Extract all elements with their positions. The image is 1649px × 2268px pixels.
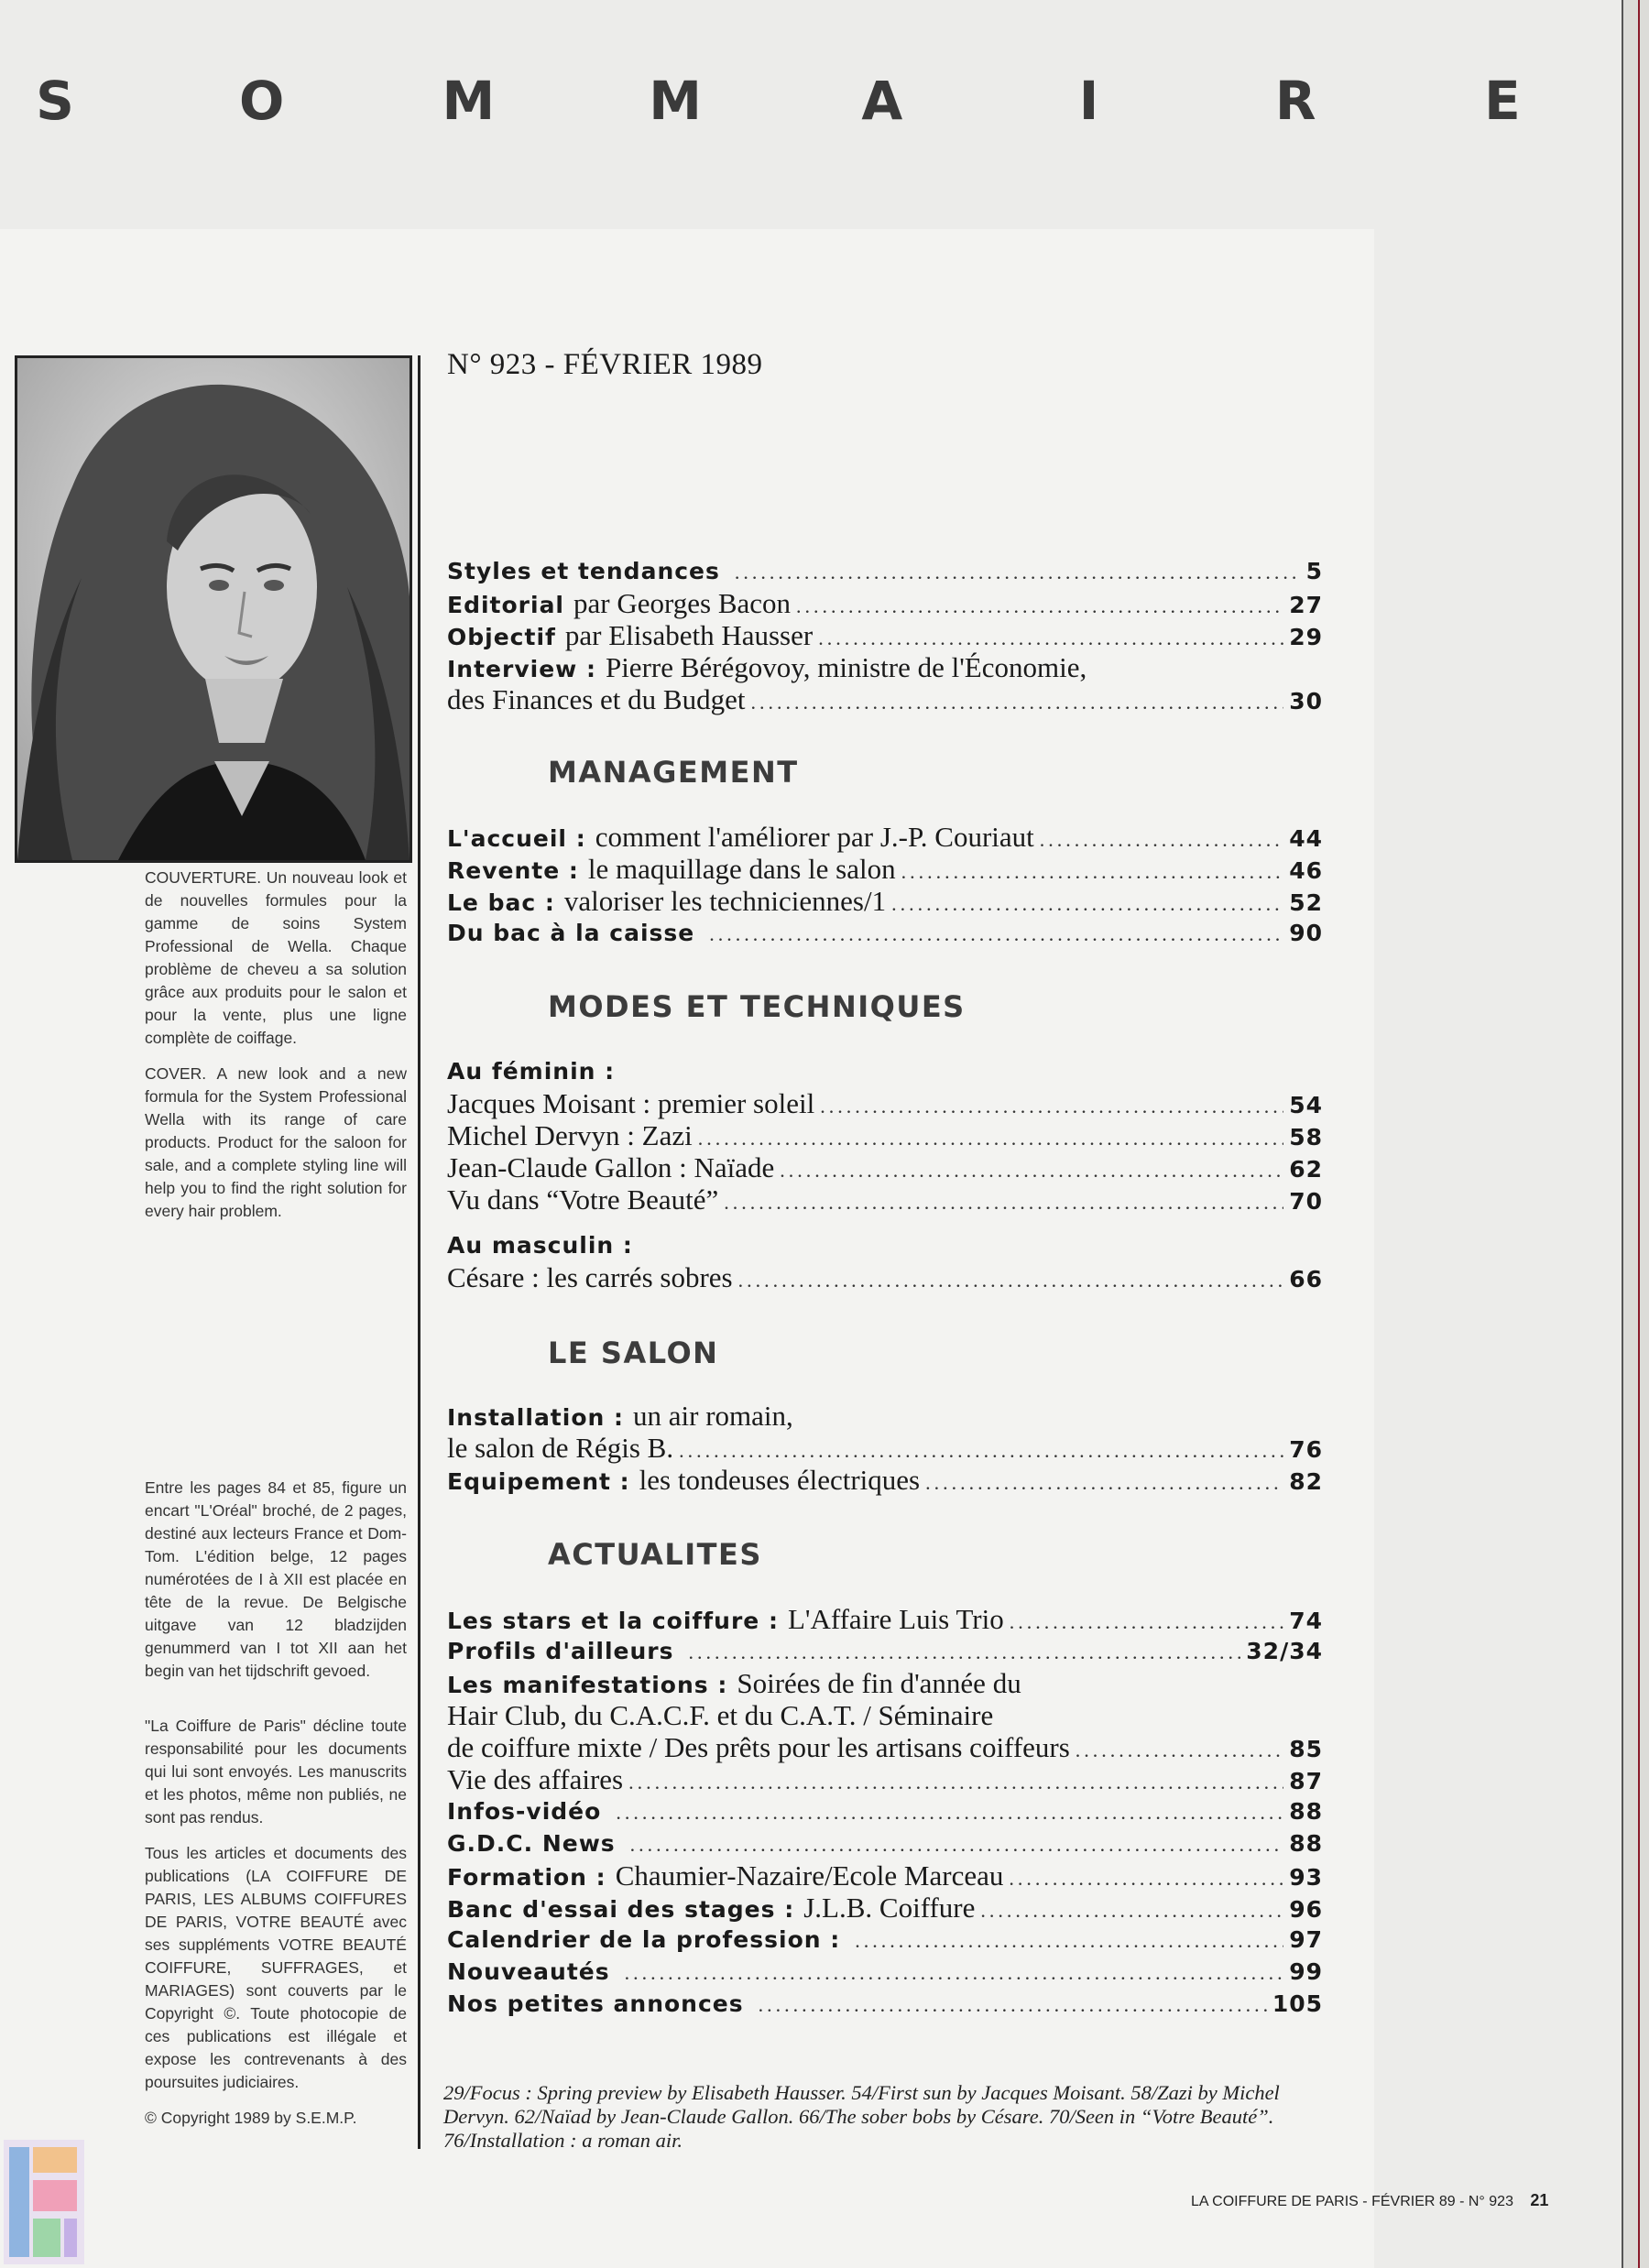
toc-leader-dots <box>709 918 1283 950</box>
toc-text: Jacques Moisant : premier soleil <box>447 1087 815 1119</box>
toc-text: L'Affaire Luis Trio <box>787 1603 1004 1635</box>
toc-leader-dots <box>625 1957 1284 1989</box>
toc-text: Soirées de fin d'année du <box>737 1667 1021 1699</box>
toc-page-number: 96 <box>1289 1896 1323 1923</box>
feminin-label: Au féminin : <box>447 1058 616 1085</box>
toc-entry <box>447 1635 1323 1667</box>
toc-feminin <box>447 1087 1323 1216</box>
toc-entry <box>447 1183 1323 1216</box>
toc-entry <box>447 1763 1323 1795</box>
toc-actualites <box>447 1603 1323 2020</box>
toc-page-number: 74 <box>1289 1608 1323 1634</box>
toc-keyword: Revente : <box>447 857 579 884</box>
header-letter: R <box>1274 70 1316 132</box>
toc-entry <box>447 1400 1323 1432</box>
toc-page-number: 5 <box>1305 558 1323 584</box>
toc-entry <box>447 1988 1323 2020</box>
toc-keyword: Installation : <box>447 1404 625 1431</box>
toc-entry <box>447 651 1323 683</box>
section-management: MANAGEMENT <box>548 755 799 790</box>
toc-entry <box>447 1892 1323 1924</box>
toc-page-number: 82 <box>1289 1468 1323 1495</box>
toc-leader-dots <box>759 1989 1267 2021</box>
toc-keyword: Calendrier de la profession : <box>447 1926 841 1953</box>
toc-top <box>447 555 1323 715</box>
page-edge-line <box>1638 0 1640 2268</box>
toc-page-number: 90 <box>1289 920 1323 946</box>
side-notes-2 <box>145 1715 407 2143</box>
toc-keyword: Du bac à la caisse <box>447 920 695 946</box>
toc-text: Jean-Claude Gallon : Naïade <box>447 1151 775 1183</box>
toc-text: Vie des affaires <box>447 1763 624 1795</box>
toc-keyword: Editorial <box>447 592 565 618</box>
toc-page-number: 99 <box>1289 1958 1323 1985</box>
toc-page-number: 54 <box>1289 1092 1323 1118</box>
portrait-illustration <box>17 358 410 860</box>
toc-entry <box>447 555 1323 587</box>
toc-entry <box>447 853 1323 885</box>
toc-keyword: Nos petites annonces <box>447 1990 744 2017</box>
toc-page-number: 52 <box>1289 889 1323 916</box>
focus-summary: 29/Focus : Spring preview by Elisabeth Hausser. 54/First sun by Jacques Moisant. 58/Zazi by Michel Dervyn. 62/Naïad by Jean-Claude Gallon. 66/The sober bobs by Césare. 70/Seen in “Votre Beauté”. 76/Installation : a roman air. <box>443 2081 1280 2152</box>
toc-entry <box>447 1261 1323 1293</box>
toc-leader-dots <box>796 590 1283 622</box>
toc-leader-dots <box>1040 823 1283 856</box>
masculin-label: Au masculin : <box>447 1232 633 1259</box>
toc-text: les tondeuses électriques <box>639 1464 921 1496</box>
toc-text: le salon de Régis B. <box>447 1432 674 1464</box>
toc-entry <box>447 1119 1323 1151</box>
toc-text: Michel Dervyn : Zazi <box>447 1119 693 1151</box>
toc-keyword: L'accueil : <box>447 825 586 852</box>
toc-leader-dots <box>820 1090 1283 1122</box>
toc-keyword: Banc d'essai des stages : <box>447 1896 795 1923</box>
copyright-note: Tous les articles et documents des publications (LA COIFFURE DE PARIS, LES ALBUMS COIFFURES DE PARIS, VOTRE BEAUTÉ avec ses suppléments VOTRE BEAUTÉ COIFFURE, SUFFRAGES, et MARIAGES) sont couverts par le Copyright ©. Toute photocopie de ces publications est illégale et expose les contrevenants à des poursuites judiciaires. <box>145 1844 407 2091</box>
copyright-line: © Copyright 1989 by S.E.M.P. <box>145 2109 357 2127</box>
header-letter: E <box>1484 70 1521 132</box>
toc-leader-dots <box>780 1154 1283 1186</box>
toc-leader-dots <box>735 556 1301 588</box>
toc-text: Hair Club, du C.A.C.F. et du C.A.T. / Séminaire <box>447 1699 994 1731</box>
toc-salon <box>447 1400 1323 1496</box>
toc-entry <box>447 1827 1323 1859</box>
toc-leader-dots <box>980 1894 1283 1926</box>
section-actualites: ACTUALITES <box>548 1537 762 1572</box>
page-number: 21 <box>1530 2191 1549 2209</box>
toc-entry <box>447 1432 1323 1464</box>
sommaire-header <box>18 64 1539 137</box>
toc-entry <box>447 619 1323 651</box>
toc-text: Césare : les carrés sobres <box>447 1261 733 1293</box>
toc-text: Vu dans “Votre Beauté” <box>447 1183 719 1216</box>
toc-keyword: Les manifestations : <box>447 1672 728 1698</box>
toc-management <box>447 821 1323 949</box>
toc-page-number: 29 <box>1289 624 1323 650</box>
toc-leader-dots <box>689 1636 1241 1668</box>
header-letter: M <box>442 70 496 132</box>
cover-caption-fr: COUVERTURE. Un nouveau look et de nouvelles formules pour la gamme de soins System Professional de Wella. Chaque problème de cheveu a sa solution grâce aux produits pour le salon et pour la vente, plus une ligne complète de coiffage. <box>145 868 407 1047</box>
toc-keyword: Equipement : <box>447 1468 630 1495</box>
toc-keyword: G.D.C. News <box>447 1830 616 1857</box>
toc-page-number: 93 <box>1289 1864 1323 1891</box>
column-divider <box>418 355 420 2149</box>
encart-note: Entre les pages 84 et 85, figure un encart "L'Oréal" broché, de 2 pages, destiné aux lecteurs France et Dom-Tom. L'édition belge, 12 pages numérotées de I à XII est placée en tête de la revue. De Belgische uitgave van 12 bladzijden genummerd van I tot XII aan het begin van het tijdschrift gevoed. <box>145 1478 407 1680</box>
toc-page-number: 30 <box>1289 688 1323 714</box>
toc-text: Pierre Bérégovoy, ministre de l'Économie, <box>605 651 1087 683</box>
scan-watermark-logo <box>0 2132 88 2268</box>
toc-entry <box>447 683 1323 715</box>
toc-leader-dots <box>750 686 1283 718</box>
toc-page-number: 88 <box>1289 1798 1323 1825</box>
toc-keyword: Profils d'ailleurs <box>447 1638 674 1664</box>
toc-page-number: 27 <box>1289 592 1323 618</box>
toc-text: le maquillage dans le salon <box>587 853 896 885</box>
toc-entry <box>447 1699 1323 1731</box>
footer-text: LA COIFFURE DE PARIS - FÉVRIER 89 - N° 923 <box>1191 2194 1513 2209</box>
toc-leader-dots <box>901 856 1284 888</box>
toc-page-number: 97 <box>1289 1926 1323 1953</box>
cover-photo <box>15 355 412 863</box>
toc-entry <box>447 1667 1323 1699</box>
toc-leader-dots <box>630 1828 1284 1860</box>
toc-text: de coiffure mixte / Des prêts pour les artisans coiffeurs <box>447 1731 1070 1763</box>
toc-leader-dots <box>698 1122 1283 1154</box>
toc-entry <box>447 1956 1323 1988</box>
toc-entry <box>447 1731 1323 1763</box>
header-letter: O <box>239 70 285 132</box>
header-letter: M <box>649 70 702 132</box>
section-modes: MODES ET TECHNIQUES <box>548 989 966 1024</box>
toc-page-number: 58 <box>1289 1124 1323 1150</box>
toc-text: J.L.B. Coiffure <box>803 1892 976 1924</box>
issue-number: N° 923 - FÉVRIER 1989 <box>447 348 763 381</box>
toc-entry <box>447 1151 1323 1183</box>
toc-page-number: 62 <box>1289 1156 1323 1183</box>
toc-page-number: 44 <box>1289 825 1323 852</box>
toc-page-number: 85 <box>1289 1736 1323 1762</box>
toc-text: des Finances et du Budget <box>447 683 746 715</box>
toc-entry <box>447 1924 1323 1956</box>
toc-page-number: 46 <box>1289 857 1323 884</box>
toc-entry <box>447 1464 1323 1496</box>
header-letter: S <box>36 70 74 132</box>
toc-page-number: 76 <box>1289 1436 1323 1463</box>
toc-keyword: Interview : <box>447 656 596 682</box>
section-salon: LE SALON <box>548 1336 719 1370</box>
toc-text: valoriser les techniciennes/1 <box>563 885 887 917</box>
toc-page-number: 70 <box>1289 1188 1323 1215</box>
toc-entry <box>447 917 1323 949</box>
toc-keyword: Formation : <box>447 1864 606 1891</box>
toc-page-number: 66 <box>1289 1266 1323 1292</box>
toc-entry <box>447 1603 1323 1635</box>
toc-keyword: Le bac : <box>447 889 555 916</box>
cover-caption <box>145 867 407 1236</box>
page-footer <box>1191 2191 1548 2210</box>
toc-leader-dots <box>738 1264 1284 1296</box>
toc-text: par Georges Bacon <box>573 587 792 619</box>
side-notes <box>145 1477 407 1696</box>
toc-leader-dots <box>818 622 1283 654</box>
toc-page-number: 87 <box>1289 1768 1323 1794</box>
toc-masculin <box>447 1261 1323 1293</box>
toc-keyword: Styles et tendances <box>447 558 720 584</box>
cover-caption-en: COVER. A new look and a new formula for the System Professional Wella with its range of care products. Product for the saloon for sale, and a complete styling line will help you to find the right solution for every hair problem. <box>145 1064 407 1220</box>
toc-page-number: 105 <box>1272 1990 1323 2017</box>
toc-entry <box>447 1859 1323 1892</box>
toc-text: Chaumier-Nazaire/Ecole Marceau <box>615 1859 1004 1892</box>
toc-entry <box>447 885 1323 917</box>
toc-keyword: Infos-vidéo <box>447 1798 602 1825</box>
toc-keyword: Nouveautés <box>447 1958 610 1985</box>
toc-leader-dots <box>891 888 1283 920</box>
toc-text: comment l'améliorer par J.-P. Couriaut <box>595 821 1034 853</box>
toc-leader-dots <box>1076 1734 1283 1766</box>
toc-leader-dots <box>1009 1862 1283 1894</box>
toc-entry <box>447 587 1323 619</box>
toc-entry <box>447 1795 1323 1827</box>
toc-leader-dots <box>855 1925 1283 1957</box>
toc-leader-dots <box>616 1796 1283 1828</box>
toc-text: par Elisabeth Hausser <box>564 619 814 651</box>
toc-keyword: Les stars et la coiffure : <box>447 1608 779 1634</box>
toc-page-number: 32/34 <box>1246 1638 1323 1664</box>
toc-entry <box>447 1087 1323 1119</box>
toc-entry <box>447 821 1323 853</box>
page-edge <box>1622 0 1649 2268</box>
toc-leader-dots <box>628 1766 1283 1798</box>
header-letter: I <box>1078 70 1099 132</box>
toc-keyword: Objectif <box>447 624 556 650</box>
toc-leader-dots <box>925 1467 1283 1499</box>
header-letter: A <box>861 70 903 132</box>
toc-modes <box>447 1055 1323 1293</box>
toc-page-number: 88 <box>1289 1830 1323 1857</box>
responsibility-note: "La Coiffure de Paris" décline toute responsabilité pour les documents qui lui sont envoyés. Les manuscrits et les photos, même non publiés, ne sont pas rendus. <box>145 1717 407 1826</box>
toc-leader-dots <box>679 1434 1283 1467</box>
toc-text: un air romain, <box>633 1400 793 1432</box>
toc-leader-dots <box>724 1186 1283 1218</box>
toc-leader-dots <box>1010 1606 1283 1638</box>
